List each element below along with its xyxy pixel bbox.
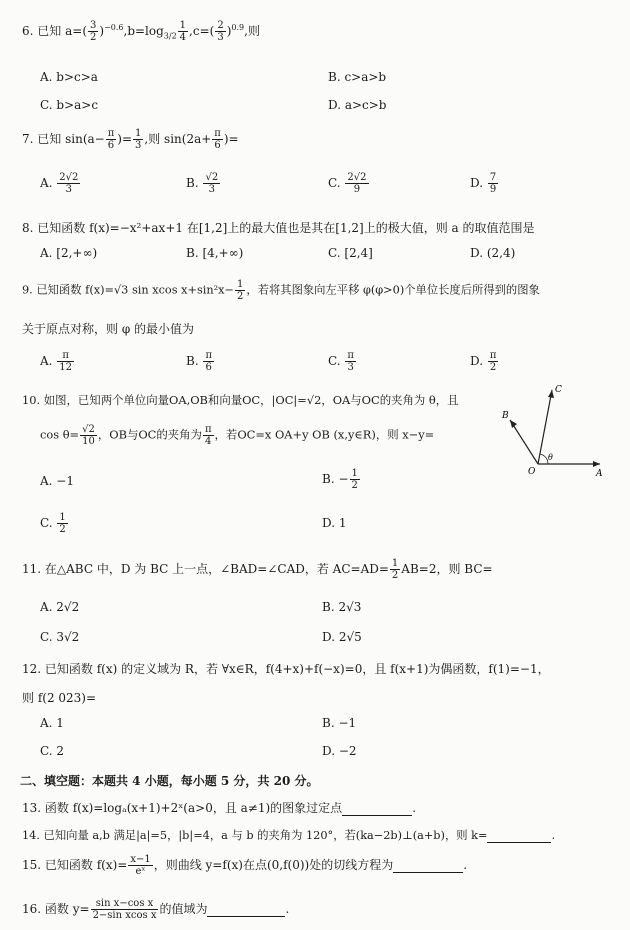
q7-d-frac [488,172,498,195]
q7-close: )= [223,132,239,146]
question-7 [22,128,239,151]
q8-option-c: C. [2,4] [328,246,373,260]
q9-d-num: π [489,350,497,361]
q6-c-pre: ,c= [189,24,210,38]
q7-a-frac [57,172,80,195]
q7-option-a [40,172,81,195]
q16-den: 2−sin xcos x [92,910,157,921]
q10-cos-frac [80,424,97,447]
q7-c-frac [345,172,368,195]
q6-a-den: 2 [90,32,97,43]
q10-pi-den: 4 [205,436,212,447]
q10-option-a: A. −1 [40,474,74,488]
q15-a: 15. 已知函数 f(x)= [22,858,128,872]
q6-b-num: 1 [179,20,187,31]
q11-option-c: C. 3√2 [40,630,80,644]
q14-answer-blank [487,829,551,843]
q9-b-num: π [205,350,213,361]
q7-pi-num-a: π [107,128,115,139]
q6-c-den: 3 [217,32,224,43]
q7-option-d [470,172,499,195]
q10-option-d: D. 1 [322,516,347,530]
arrow-c-icon [548,390,554,398]
q15-frac [128,854,152,877]
q7-d-label: D. [470,176,487,190]
label-b: B [502,411,509,421]
q10-b-num: 1 [351,468,358,479]
vector-figure [496,380,606,480]
theta-arc [540,454,548,464]
q10-b-frac [350,468,360,491]
q9-c-den: 3 [347,362,354,373]
q14-text: 14. 已知向量 a,b 满足|a|=5，|b|=4，a 与 b 的夹角为 120°，若(ka−2b)⊥(a+b)，则 k= [22,829,488,842]
question-6: 6. 已知 a=( $\frac{3}{2}$ )$^{-0.6},b=\log_{3/2}$ $\frac{1}{4}$ ,c=( $\frac{2}{3}$ )$^{0.9}$,则 [22,20,260,43]
q10-line2c: ，若OC=x OA+y OB (x,y∈R)，则 x−y= [214,427,435,442]
q10-c-frac [57,512,67,535]
q16-b: 的值域为 [159,902,208,916]
label-c: C [555,385,562,395]
q9-option-c [328,350,357,373]
q11-half-num: 1 [391,558,399,569]
q11-a: 11. 在△ABC 中，D 为 BC 上一点，∠BAD=∠CAD，若 AC=AD= [22,562,389,576]
q9-option-d [470,350,499,373]
q9-a-frac [57,350,74,373]
label-theta: θ [548,453,553,462]
q9-line1b: ，若将其图象向左平移 φ(φ>0)个单位长度后所得到的图象 [246,283,540,297]
q7-d-den: 9 [489,184,497,195]
q11-half [390,558,400,581]
q10-option-b [322,468,361,491]
arrow-b-icon [510,420,517,428]
q13-answer-blank [342,801,412,816]
q9-half-den: 2 [237,291,244,302]
q13-text: 13. 函数 f(x)=logₐ(x+1)+2ˣ(a>0，且 a≠1)的图象过定点 [22,801,343,815]
q6-b-den: 4 [179,32,187,43]
q7-b-den: 3 [208,184,215,195]
q10-b-label: B. − [322,472,349,486]
q16-frac [91,898,159,921]
q13-period: . [412,801,417,815]
q6-b-pre: ,b=log [123,24,164,38]
q12-option-b: B. −1 [322,716,357,730]
q7-b-frac [203,172,220,195]
q6-lead: 6. 已知 [22,24,66,38]
q7-c-label: C. [328,176,345,190]
q16-answer-blank [207,902,285,917]
q11-b: AB=2，则 BC= [401,562,493,576]
q7-c-num: 2√2 [347,172,367,183]
q11-half-den: 2 [391,570,399,581]
arrow-a-icon [593,461,600,467]
label-a: A [596,469,603,479]
q7-three: 3 [135,140,142,151]
question-16 [22,898,289,921]
q9-c-num: π [347,350,354,361]
q9-a-label: A. [40,354,57,368]
q14-period: . [551,829,556,842]
q15-den: eˣ [135,866,146,877]
section-fill-in-header: 二、填空题：本题共 4 小题，每小题 5 分，共 20 分。 [20,774,319,788]
q12-option-d: D. −2 [322,744,357,758]
question-14 [22,827,555,843]
q10-option-c [40,512,69,535]
q6-b-frac [178,20,188,43]
q6-option-a: A. b>c>a [40,70,98,84]
q10-cos-num: √2 [82,424,95,435]
q10-pi-num: π [204,424,212,435]
q16-num: sin x−cos x [91,898,159,910]
q7-one-third [133,128,143,151]
q8-option-d: D. (2,4) [470,246,516,260]
q11-option-b: B. 2√3 [322,600,362,614]
q7-mid1: )= [117,132,133,146]
question-8: 8. 已知函数 f(x)=−x²+ax+1 在[1,2]上的最大值也是其在[1,2]上的极大值，则 a 的取值范围是 [22,221,535,235]
q9-line1a: 9. 已知函数 f(x)=√3 sin xcos x+sin²x− [22,283,235,297]
q7-b-label: B. [186,176,203,190]
q16-a: 16. 函数 y= [22,902,90,916]
q9-b-den: 6 [205,362,212,373]
q9-a-num: π [57,350,74,362]
q16-period: . [285,902,290,916]
q6-b-sub: 3/2 [163,31,177,41]
question-13 [22,799,416,816]
q15-period: . [463,858,468,872]
q8-option-b: B. [4,+∞) [186,246,244,260]
q6-option-d: D. a>c>b [328,98,387,112]
q15-answer-blank [393,858,463,873]
q9-d-frac [488,350,499,373]
q7-six-a: 6 [107,140,115,151]
q9-half [235,279,245,302]
q9-b-label: B. [186,354,203,368]
q7-six-b: 6 [214,140,221,151]
q9-b-frac [203,350,214,373]
q9-half-num: 1 [237,279,244,290]
q11-option-d: D. 2√5 [322,630,362,644]
q7-pi-num-b: π [214,128,221,139]
question-15 [22,854,467,877]
q9-d-den: 2 [489,362,497,373]
vector-ob [510,420,538,464]
q7-a-den: 3 [65,184,73,195]
q6-a-num: 3 [90,20,97,31]
q12-option-a: A. 1 [40,716,64,730]
q10-pi4-frac [203,424,214,447]
q9-option-a [40,350,75,373]
q7-pi6-a [106,128,117,151]
q6-c-exp: 0.9 [231,23,245,32]
q9-d-label: D. [470,354,487,368]
question-12-line-2: 则 f(2 023)= [22,691,97,705]
q7-c-den: 9 [353,184,361,195]
q6-option-c: C. b>a>c [40,98,99,112]
question-10-line-1: 10. 如图，已知两个单位向量OA,OB和向量OC，|OC|=√2，OA与OC的夹角为 θ，且 [22,393,459,407]
label-o: O [528,467,536,477]
q7-lead: 7. 已知 sin [22,132,83,146]
q7-a-label: A. [40,176,57,190]
q6-a-exp: −0.6 [104,23,124,32]
q7-arg1: (a− [82,132,105,146]
question-9-line-2: 关于原点对称，则 φ 的最小值为 [22,322,195,336]
q10-line2a: cos θ= [40,427,80,442]
question-9-line-1 [22,279,540,302]
q9-c-frac [345,350,356,373]
q7-option-b [186,172,221,195]
q10-c-label: C. [40,516,57,530]
q10-b-den: 2 [351,480,358,491]
q9-c-label: C. [328,354,345,368]
q7-a-num: 2√2 [59,172,79,183]
q7-one: 1 [135,128,142,139]
q11-option-a: A. 2√2 [40,600,80,614]
q8-option-a: A. [2,+∞) [40,246,98,260]
q7-b-num: √2 [205,172,219,183]
q6-option-b: B. c>a>b [328,70,387,84]
question-10-line-2 [40,424,434,447]
q6-c-num: 2 [217,20,224,31]
q7-option-c [328,172,370,195]
q10-c-num: 1 [59,512,66,523]
q6-a-base [88,20,98,43]
q7-d-num: 7 [489,172,497,183]
question-11 [22,558,493,581]
q15-b: ，则曲线 y=f(x)在点(0,f(0))处的切线方程为 [153,858,394,872]
q15-num: x−1 [130,854,151,865]
q6-a-pre: a= [65,24,83,38]
q10-line2b: ，OB与OC的夹角为 [97,427,202,442]
q10-cos-den: 10 [82,436,95,447]
q6-c-base [215,20,225,43]
q9-option-b [186,350,215,373]
question-12-line-1: 12. 已知函数 f(x) 的定义域为 R，若 ∀x∈R，f(4+x)+f(−x)=0，且 f(x+1)为偶函数，f(1)=−1， [22,662,550,676]
q9-a-den: 12 [59,362,73,373]
q6-tail: ,则 [244,24,260,38]
q12-option-c: C. 2 [40,744,65,758]
q7-mid2: ,则 sin [144,132,182,146]
q10-c-den: 2 [59,524,66,535]
q7-arg2: (2a+ [181,132,212,146]
q7-pi6-b [212,128,223,151]
